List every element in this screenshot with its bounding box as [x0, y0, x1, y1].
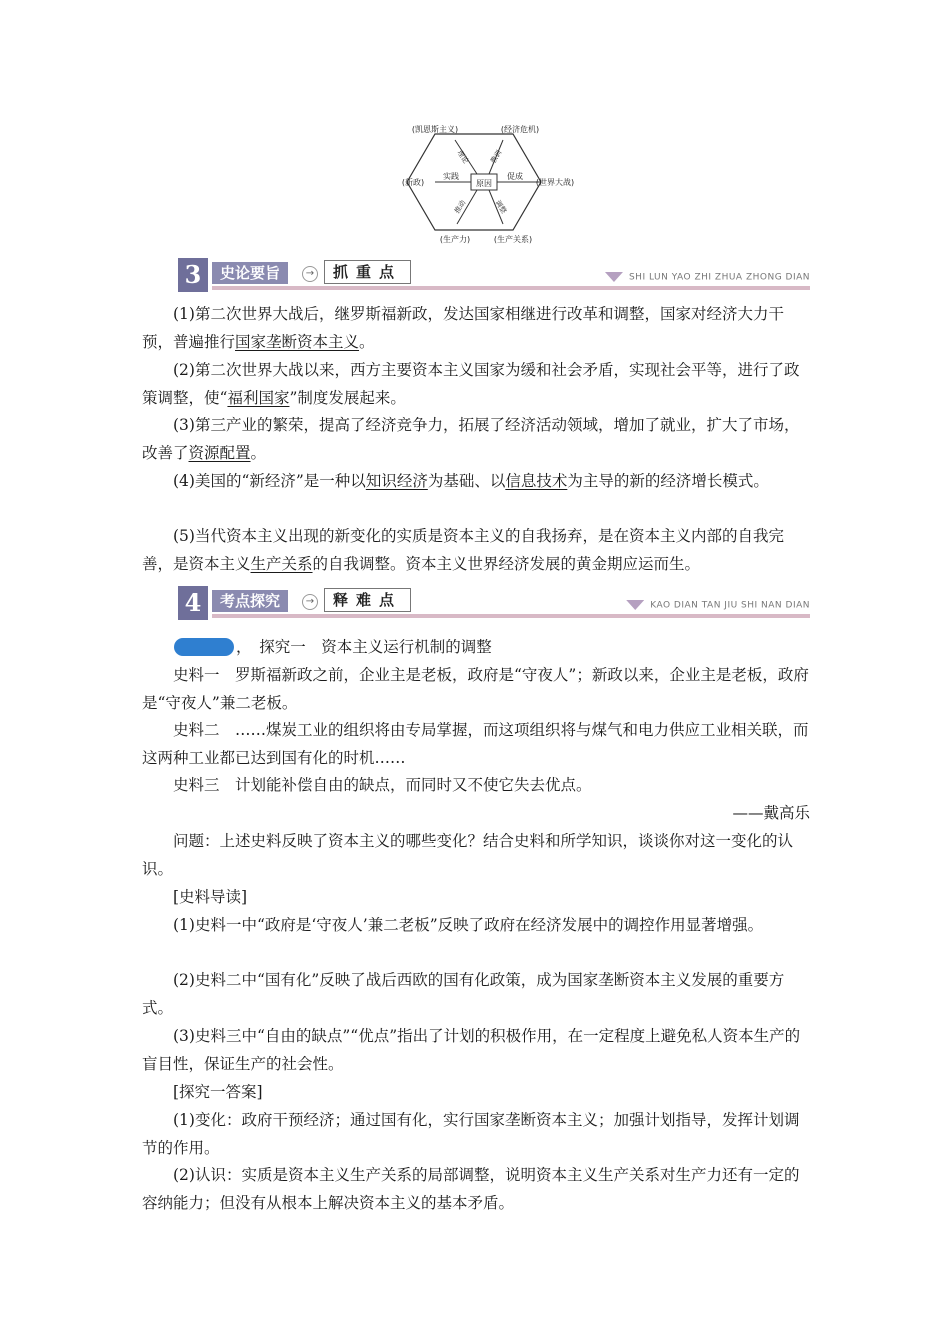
node-top-left: (凯恩斯主义) [411, 125, 459, 134]
node-right: (世界大战) [535, 178, 575, 187]
answer-2: (2)认识：实质是资本主义生产关系的局部调整，说明资本主义生产关系对生产力还有一定的容纳能力；但没有从根本上解决资本主义的基本矛盾。 [142, 1166, 800, 1212]
banner-underline [212, 286, 810, 290]
banner-title: 考点探究 [212, 590, 288, 612]
answer-1: (1)变化：政府干预经济；通过国有化，实行国家垄断资本主义；加强计划指导，发挥计划调节的作用。 [142, 1111, 800, 1157]
edge-label-theory: 理论 [455, 148, 470, 165]
exploration-tag [174, 638, 234, 656]
banner-underline [212, 614, 810, 618]
node-left: (新政) [401, 178, 425, 187]
source-3: 史料三 计划能补偿自由的缺点，而同时又不使它失去优点。 [173, 776, 592, 794]
exploration-heading: ， 探究一 资本主义运行机制的调整 [236, 638, 492, 656]
edge-label-practice: 实践 [443, 172, 459, 181]
answer-label: [探究一答案] [173, 1083, 263, 1101]
key-point-3: (3)第三产业的繁荣，提高了经济竞争力，拓展了经济活动领域，增加了就业，扩大了市场，改善了资源配置。 [142, 416, 800, 462]
source-2: 史料二 ……煤炭工业的组织将由专局掌握，而这项组织将与煤气和电力供应工业相关联，而这两种工业都已达到国有化的时机…… [142, 721, 809, 767]
guide-3: (3)史料三中“自由的缺点”“优点”指出了计划的积极作用，在一定程度上避免私人资本生产的盲目性，保证生产的社会性。 [142, 1027, 801, 1073]
guide-2: (2)史料二中“国有化”反映了战后西欧的国有化政策，成为国家垄断资本主义发展的重要方式。 [142, 971, 785, 1017]
question: 问题：上述史料反映了资本主义的哪些变化？结合史料和所学知识，谈谈你对这一变化的认识。 [142, 832, 794, 878]
ribbon-icon [605, 272, 623, 282]
node-bottom-right: (生产关系) [493, 235, 533, 244]
banner-title: 史论要旨 [212, 262, 288, 284]
concept-diagram [395, 122, 580, 247]
key-point-2: (2)第二次世界大战以来，西方主要资本主义国家为缓和社会矛盾，实现社会平等，进行了政策调整，使“福利国家”制度发展起来。 [142, 361, 800, 407]
guide-label: [史料导读] [173, 888, 248, 906]
section-banner-3 [178, 258, 810, 292]
attribution: ——戴高乐 [732, 804, 810, 822]
guide-1: (1)史料一中“政府是‘守夜人’兼二老板”反映了政府在经济发展中的调控作用显著增强。 [173, 916, 764, 934]
edge-label-adjust: 调整 [493, 198, 508, 215]
banner-label: 抓重点 [324, 260, 411, 284]
banner-number: 4 [178, 586, 208, 620]
key-point-1: (1)第二次世界大战后，继罗斯福新政，发达国家相继进行改革和调整，国家对经济大力干预，普遍推行国家垄断资本主义。 [142, 305, 784, 351]
arrow-circle-icon: → [302, 594, 318, 610]
section-banner-4 [178, 586, 810, 620]
node-bottom-left: (生产力) [439, 235, 471, 244]
edge-label-promote: 促成 [507, 172, 523, 181]
banner-number: 3 [178, 258, 208, 292]
banner-subtitle: KAO DIAN TAN JIU SHI NAN DIAN [626, 600, 810, 611]
node-center: 原因 [476, 179, 492, 188]
node-top-right: (经济危机) [500, 125, 540, 134]
edge-label-lesson: 教训 [489, 148, 504, 165]
banner-subtitle: SHI LUN YAO ZHI ZHUA ZHONG DIAN [605, 272, 810, 283]
banner-label: 释难点 [324, 588, 411, 612]
key-point-4: (4)美国的“新经济”是一种以知识经济为基础、以信息技术为主导的新的经济增长模式。 [173, 472, 769, 490]
edge-label-impetus: 推动 [453, 198, 468, 215]
source-1: 史料一 罗斯福新政之前，企业主是老板，政府是“守夜人”；新政以来，企业主是老板，政府是“守夜人”兼二老板。 [142, 666, 809, 712]
key-point-5: (5)当代资本主义出现的新变化的实质是资本主义的自我扬弃，是在资本主义内部的自我完善，是资本主义生产关系的自我调整。资本主义世界经济发展的黄金期应运而生。 [142, 527, 784, 573]
arrow-circle-icon: → [302, 266, 318, 282]
ribbon-icon [626, 600, 644, 610]
